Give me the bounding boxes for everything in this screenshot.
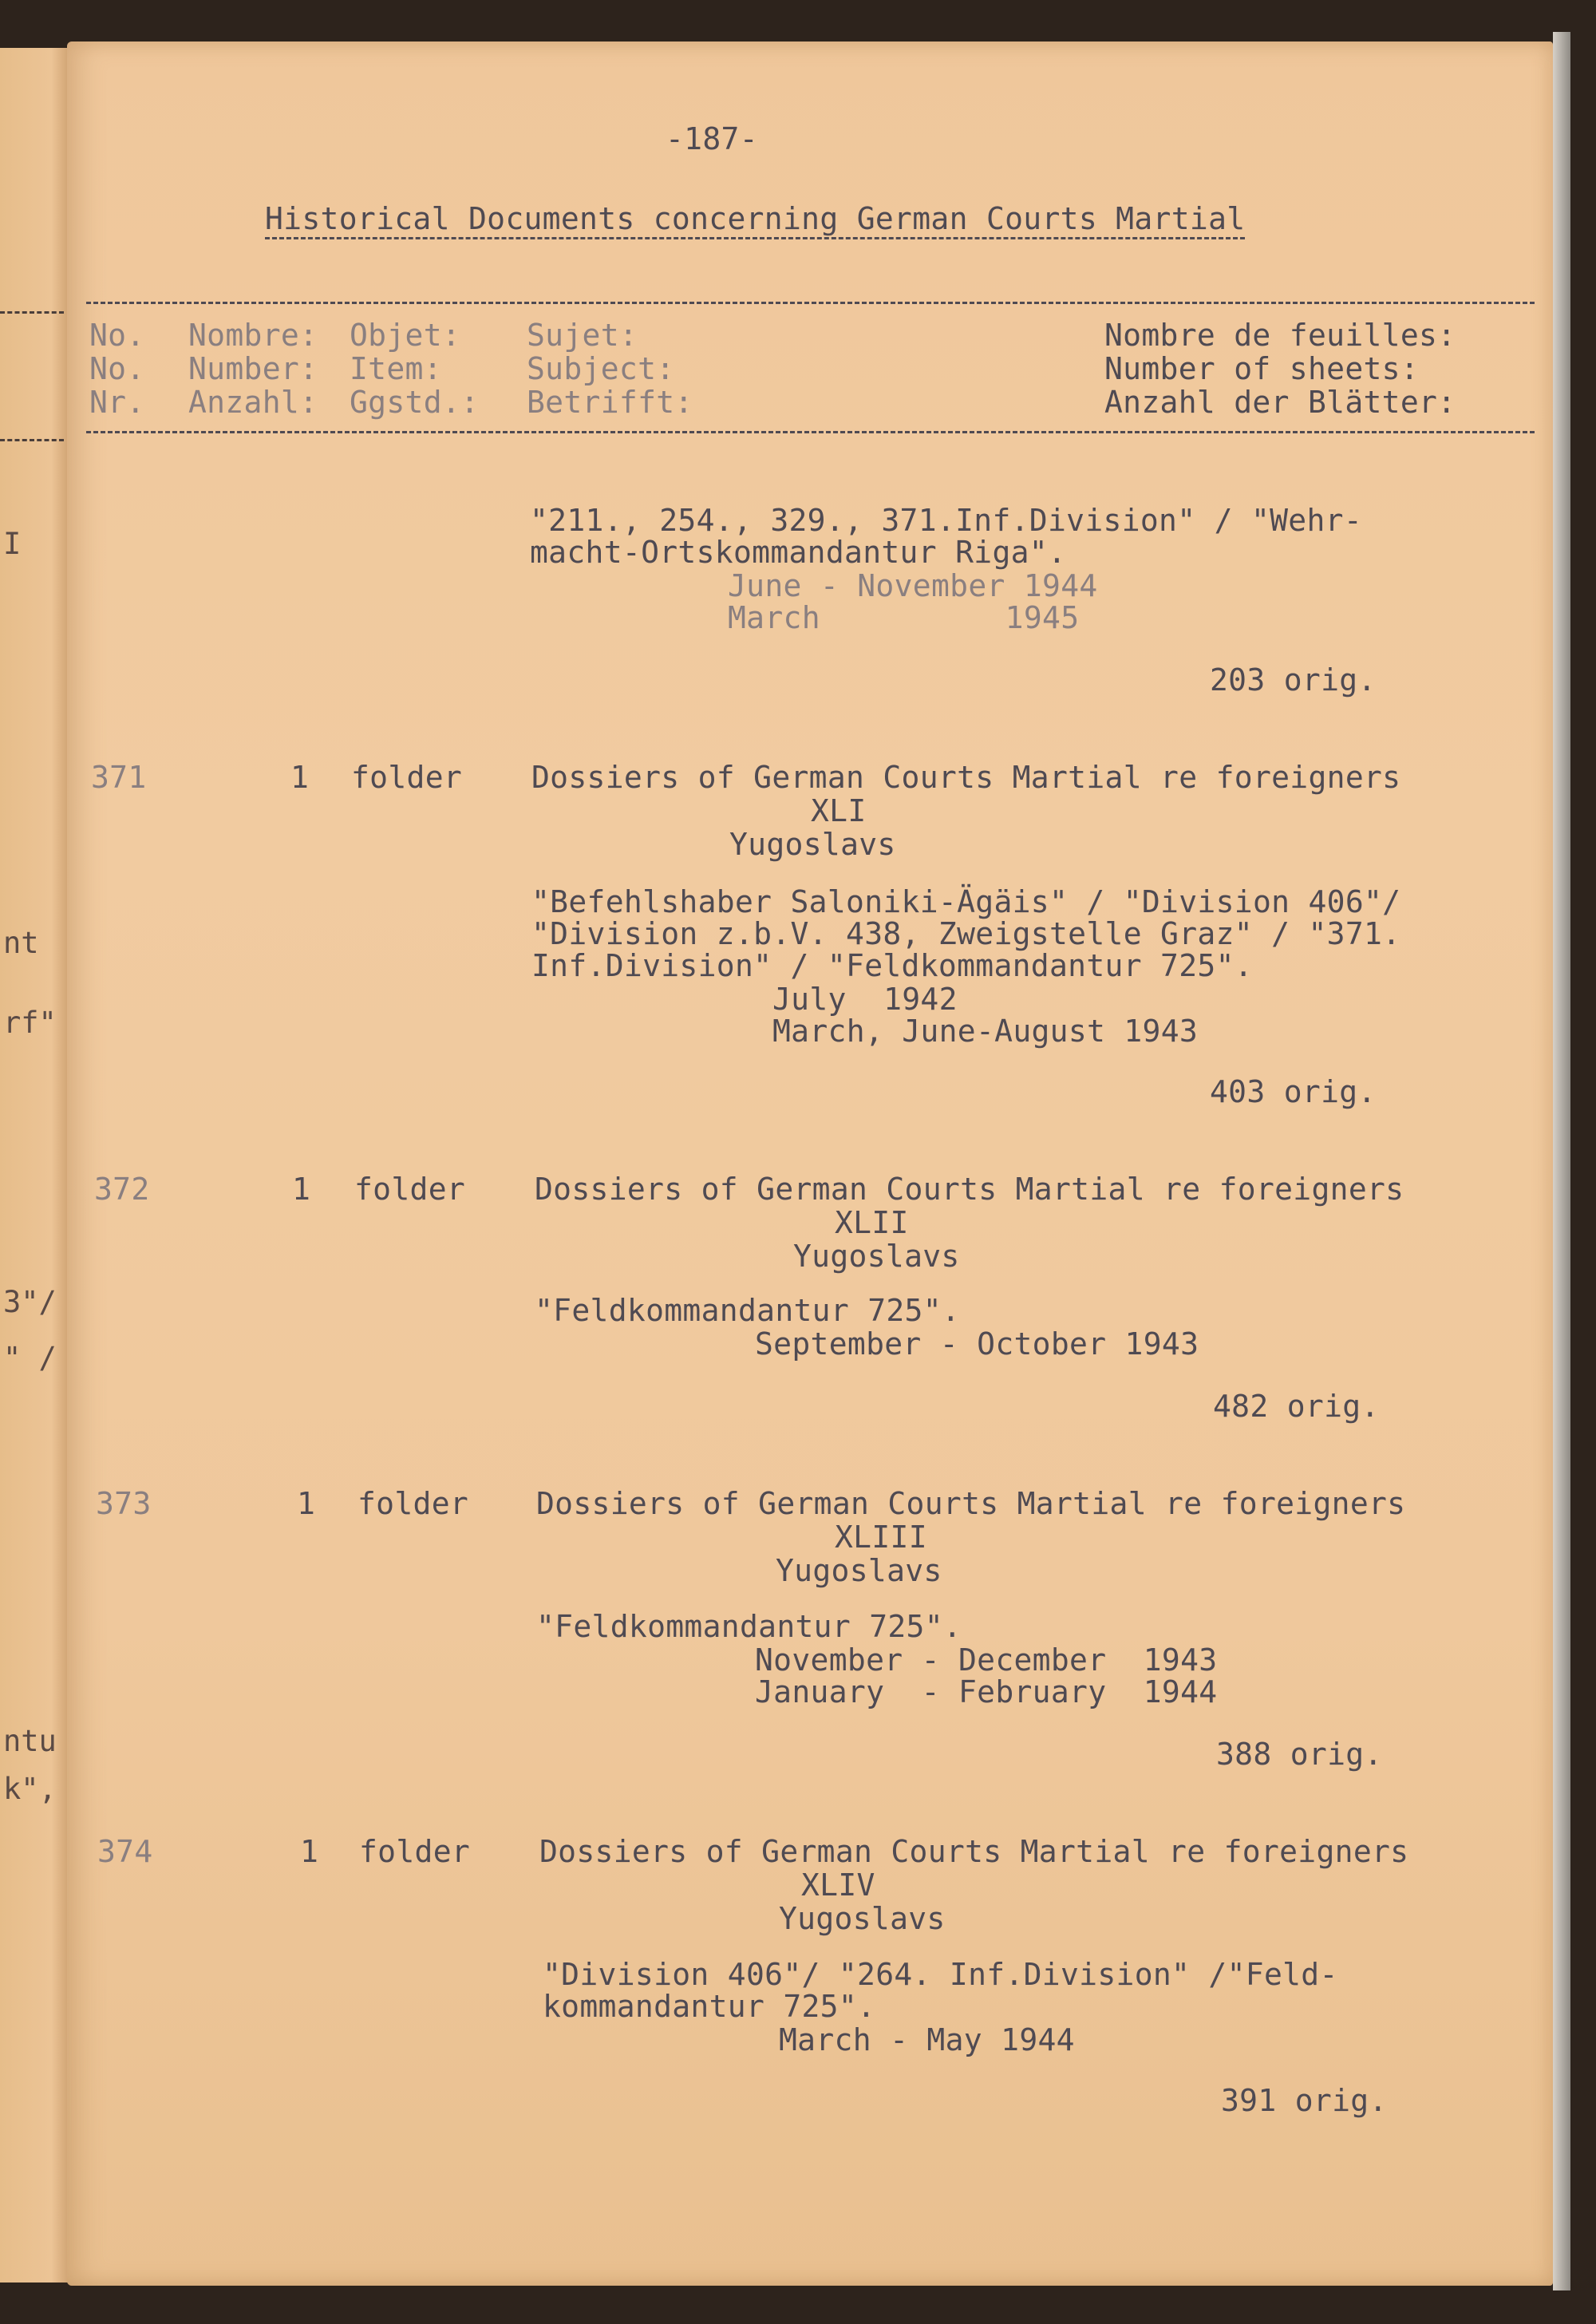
prev-page-fragment: I xyxy=(3,527,22,561)
date-line: January - February 1944 xyxy=(755,1674,1218,1709)
entry-volume: XLIV xyxy=(801,1868,875,1903)
date-line: November - December 1943 xyxy=(755,1642,1218,1678)
header-subject: Sujet: xyxy=(527,318,638,353)
entry-volume: XLI xyxy=(811,793,867,828)
entry-subject: Dossiers of German Courts Martial re foreigners xyxy=(531,760,1401,795)
entry-group: Yugoslavs xyxy=(729,827,896,862)
unit-line: kommandantur 725". xyxy=(543,1989,876,2024)
entry-subject: Dossiers of German Courts Martial re foreigners xyxy=(535,1172,1404,1207)
prev-page-fragment: 3"/ xyxy=(3,1285,57,1319)
entry-count: 1 xyxy=(290,760,310,795)
date-line: July 1942 xyxy=(772,982,958,1017)
entry-item: folder xyxy=(354,1172,466,1207)
entry-volume: XLIII xyxy=(835,1520,927,1555)
entry-count: 1 xyxy=(300,1834,319,1869)
entry-number: 374 xyxy=(97,1834,153,1869)
page-title: Historical Documents concerning German Courts Martial xyxy=(265,201,1246,236)
unit-line: "Feldkommandantur 725". xyxy=(535,1293,961,1328)
date-line: March 1945 xyxy=(728,600,1080,635)
header-sheets: Number of sheets: xyxy=(1104,351,1420,386)
page-edge-right xyxy=(1553,32,1570,2290)
sheet-count: 403 orig. xyxy=(1210,1074,1377,1109)
prev-page-fragment: rf" xyxy=(3,1006,57,1040)
header-rule-top xyxy=(86,302,1535,304)
entry-group: Yugoslavs xyxy=(776,1553,942,1588)
date-line: March, June-August 1943 xyxy=(772,1014,1199,1049)
entry-number: 373 xyxy=(96,1486,152,1521)
prev-page-fragment: k", xyxy=(3,1772,57,1806)
unit-line: "Division z.b.V. 438, Zweigstelle Graz" / "371. xyxy=(531,916,1401,951)
header-item: Item: xyxy=(350,351,442,386)
header-sheets: Nombre de feuilles: xyxy=(1104,318,1456,353)
entry-group: Yugoslavs xyxy=(793,1239,960,1274)
date-line: March - May 1944 xyxy=(779,2022,1075,2057)
entry-subject: Dossiers of German Courts Martial re foreigners xyxy=(539,1834,1409,1869)
header-sheets: Anzahl der Blätter: xyxy=(1104,385,1456,420)
prev-page-fragment: " / xyxy=(3,1341,57,1375)
header-count: Nombre: xyxy=(188,318,318,353)
date-line: September - October 1943 xyxy=(755,1326,1199,1362)
unit-line: macht-Ortskommandantur Riga". xyxy=(530,535,1067,570)
header-count: Number: xyxy=(188,351,318,386)
sheet-count: 482 orig. xyxy=(1213,1389,1380,1424)
entry-subject: Dossiers of German Courts Martial re foreigners xyxy=(536,1486,1406,1521)
header-item: Ggstd.: xyxy=(350,385,480,420)
sheet-count: 388 orig. xyxy=(1216,1737,1383,1772)
entry-number: 372 xyxy=(94,1172,150,1207)
entry-volume: XLII xyxy=(835,1205,909,1240)
header-rule-bottom xyxy=(86,431,1535,433)
unit-line: "211., 254., 329., 371.Inf.Division" / "Wehr- xyxy=(530,503,1363,538)
date-line: June - November 1944 xyxy=(728,568,1098,603)
sheet-count: 391 orig. xyxy=(1221,2083,1388,2118)
header-count: Anzahl: xyxy=(188,385,318,420)
unit-line: "Feldkommandantur 725". xyxy=(536,1609,962,1644)
page-number: -187- xyxy=(666,121,758,156)
sheet-count: 203 orig. xyxy=(1210,662,1377,698)
header-subject: Betrifft: xyxy=(527,385,693,420)
header-no: No. xyxy=(89,351,145,386)
prev-page-rule xyxy=(0,439,64,441)
header-no: No. xyxy=(89,318,145,353)
unit-line: "Division 406"/ "264. Inf.Division" /"Feld- xyxy=(543,1957,1338,1992)
entry-item: folder xyxy=(359,1834,471,1869)
header-no: Nr. xyxy=(89,385,145,420)
header-subject: Subject: xyxy=(527,351,675,386)
entry-count: 1 xyxy=(297,1486,316,1521)
document-page xyxy=(67,42,1553,2286)
entry-item: folder xyxy=(358,1486,469,1521)
prev-page-rule xyxy=(0,311,64,314)
entry-number: 371 xyxy=(91,760,147,795)
entry-item: folder xyxy=(351,760,463,795)
prev-page-fragment: ntu xyxy=(3,1724,57,1758)
entry-group: Yugoslavs xyxy=(779,1901,946,1936)
unit-line: "Befehlshaber Saloniki-Ägäis" / "Division 406"/ xyxy=(531,884,1401,919)
entry-count: 1 xyxy=(292,1172,311,1207)
header-item: Objet: xyxy=(350,318,461,353)
unit-line: Inf.Division" / "Feldkommandantur 725". xyxy=(531,948,1253,983)
previous-page-edge xyxy=(0,48,73,2282)
prev-page-fragment: nt xyxy=(3,926,39,960)
